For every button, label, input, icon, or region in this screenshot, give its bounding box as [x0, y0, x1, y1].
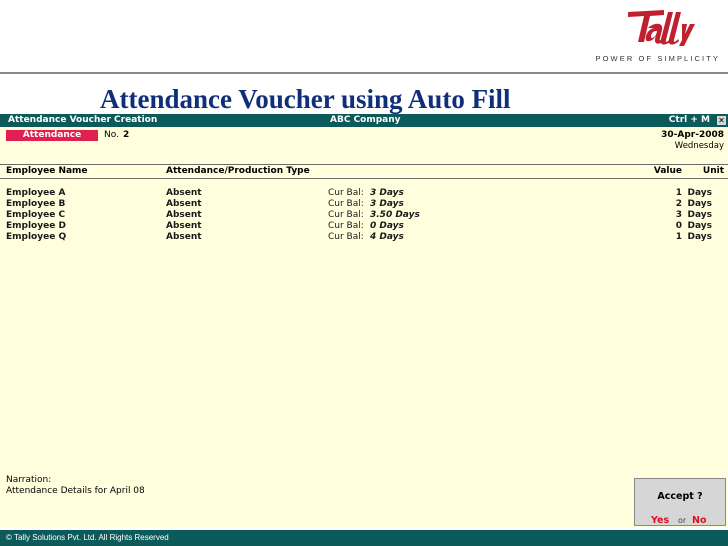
shortcut-label: Ctrl + M — [668, 115, 710, 125]
attendance-type[interactable]: Absent — [166, 221, 202, 231]
table-row[interactable] — [0, 232, 728, 243]
attendance-type[interactable]: Absent — [166, 199, 202, 209]
copyright-text: © Tally Solutions Pvt. Ltd. All Rights Reserved — [6, 533, 169, 542]
attendance-type[interactable]: Absent — [166, 188, 202, 198]
no-button[interactable]: No — [692, 515, 707, 526]
voucher-date[interactable]: 30-Apr-2008 — [661, 130, 724, 140]
unit-label: Days — [687, 232, 712, 242]
voucher-type-badge[interactable]: Attendance — [6, 130, 98, 141]
slide-title: Attendance Voucher using Auto Fill — [100, 84, 511, 114]
value-field[interactable]: 0 — [675, 221, 682, 231]
cur-bal-value: 4 Days — [370, 232, 404, 242]
cur-bal-label: Cur Bal: — [328, 210, 364, 220]
col-unit: Unit — [702, 166, 724, 176]
unit-label: Days — [687, 188, 712, 198]
accept-dialog — [634, 478, 726, 526]
employee-name[interactable]: Employee D — [6, 221, 66, 231]
employee-name[interactable]: Employee Q — [6, 232, 67, 242]
employee-name[interactable]: Employee B — [6, 199, 66, 209]
voucher-no-label: No. — [104, 130, 119, 140]
close-icon[interactable]: ✕ — [718, 116, 725, 125]
header-rule-bottom — [0, 178, 728, 179]
col-attendance-type: Attendance/Production Type — [166, 166, 310, 176]
cur-bal-value: 3.50 Days — [370, 210, 420, 220]
table-row[interactable] — [0, 221, 728, 232]
cur-bal-value: 3 Days — [370, 188, 404, 198]
employee-name[interactable]: Employee C — [6, 210, 66, 220]
company-name: ABC Company — [330, 115, 401, 125]
table-row[interactable] — [0, 199, 728, 210]
logo-tagline: POWER OF SIMPLICITY — [595, 54, 720, 63]
unit-label: Days — [687, 210, 712, 220]
cur-bal-value: 0 Days — [370, 221, 404, 231]
voucher-day: Wednesday — [674, 141, 724, 151]
voucher-no-value[interactable]: 2 — [123, 130, 130, 140]
unit-label: Days — [687, 221, 712, 231]
value-field[interactable]: 1 — [675, 188, 682, 198]
cur-bal-value: 3 Days — [370, 199, 404, 209]
accept-prompt: Accept ? — [657, 491, 703, 502]
yes-button[interactable]: Yes — [651, 515, 670, 526]
voucher-window — [0, 114, 728, 528]
value-field[interactable]: 2 — [675, 199, 682, 209]
attendance-type[interactable]: Absent — [166, 210, 202, 220]
col-value: Value — [653, 166, 682, 176]
attendance-type[interactable]: Absent — [166, 232, 202, 242]
table-row[interactable] — [0, 188, 728, 199]
footer-bar — [0, 530, 728, 546]
table-row[interactable] — [0, 210, 728, 221]
value-field[interactable]: 3 — [675, 210, 682, 220]
narration-label: Narration: — [6, 475, 52, 485]
tally-logo-wordmark — [624, 8, 696, 48]
cur-bal-label: Cur Bal: — [328, 232, 364, 242]
or-label: or — [678, 516, 687, 525]
cur-bal-label: Cur Bal: — [328, 199, 364, 209]
header-rule-top — [0, 164, 728, 165]
narration-field[interactable]: Attendance Details for April 08 — [6, 486, 145, 496]
unit-label: Days — [687, 199, 712, 209]
col-employee-name: Employee Name — [6, 166, 88, 176]
window-title: Attendance Voucher Creation — [8, 115, 158, 125]
header-divider — [0, 72, 728, 74]
cur-bal-label: Cur Bal: — [328, 221, 364, 231]
value-field[interactable]: 1 — [675, 232, 682, 242]
cur-bal-label: Cur Bal: — [328, 188, 364, 198]
employee-name[interactable]: Employee A — [6, 188, 66, 198]
window-titlebar — [0, 114, 728, 127]
